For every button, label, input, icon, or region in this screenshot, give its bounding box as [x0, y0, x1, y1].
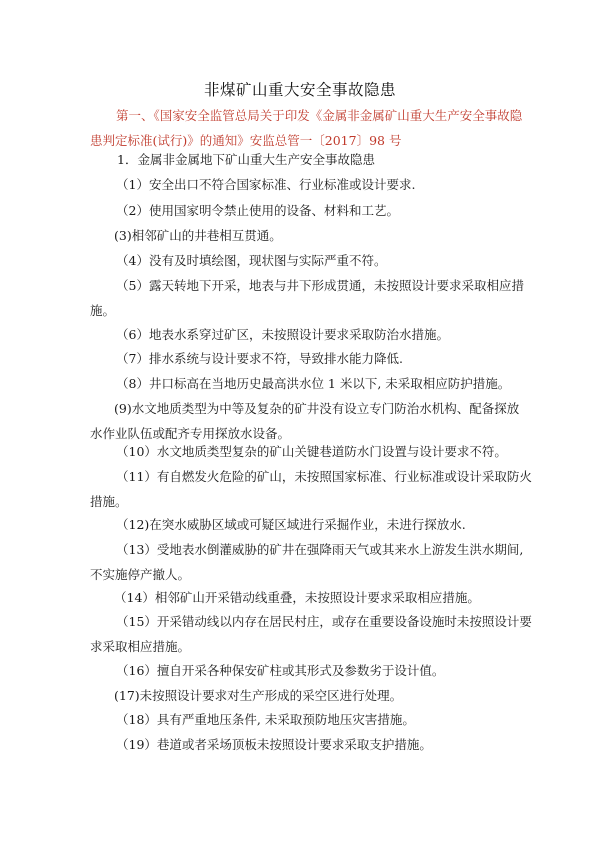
- list-item-text: （6）地表水系穿过矿区，未按照设计要求采取防治水措施。: [116, 327, 449, 342]
- list-item-text: （4）没有及时填绘图，现状图与实际严重不符。: [116, 253, 387, 268]
- list-item-text: （1）安全出口不符合国家标准、行业标准或设计要求.: [116, 177, 416, 192]
- list-item: [90, 658, 530, 683]
- list-item-text: （16）擅自开采各种保安矿柱或其形式及参数劣于设计值。: [116, 663, 445, 678]
- list-item-text: （15）开采错动线以内存在居民村庄，或存在重要设备设施时未按照设计要: [116, 614, 532, 629]
- list-item: [90, 585, 530, 610]
- list-item-text: （5）露天转地下开采，地表与井下形成贯通，未按照设计要求采取相应措: [116, 278, 524, 293]
- list-item-text: （14）相邻矿山开采错动线重叠，未按照设计要求采取相应措施。: [114, 590, 480, 605]
- list-item-text: 措施。: [90, 494, 128, 509]
- list-item: [90, 322, 530, 347]
- list-item-text: （10）水文地质类型复杂的矿山关键巷道防水门设置与设计要求不符。: [116, 444, 507, 459]
- list-item-text: （7）排水系统与设计要求不符，导致排水能力降低.: [116, 351, 403, 366]
- list-item-text: 求采取相应措施。: [90, 639, 191, 654]
- list-item: [90, 609, 530, 659]
- list-item: [90, 172, 530, 197]
- list-item: [90, 371, 530, 396]
- list-item-text: 水作业队伍或配齐专用探放水设备。: [90, 426, 291, 441]
- list-item: [90, 512, 530, 537]
- list-item-text: (17)未按照设计要求对生产形成的采空区进行处理。: [114, 688, 403, 703]
- list-item-text: 不实施停产撤人。: [90, 567, 191, 582]
- list-item-text: (3)相邻矿山的井巷相互贯通。: [114, 228, 282, 243]
- list-item: [90, 683, 530, 708]
- list-item-text: （12)在突水威胁区域或可疑区域进行采掘作业，未进行探放水.: [116, 517, 466, 532]
- list-item-text: （13）受地表水倒灌威胁的矿井在强降雨天气或其来水上游发生洪水期间,: [116, 542, 524, 557]
- notice-reference: [90, 103, 530, 153]
- list-item-text: (9)水文地质类型为中等及复杂的矿井没有设立专门防治水机构、配备探放: [114, 401, 520, 416]
- list-item: [90, 198, 530, 223]
- page-title: 非煤矿山重大安全事故隐患: [203, 81, 396, 99]
- list-item: [90, 248, 530, 273]
- list-item-text: 施。: [90, 303, 116, 318]
- list-item: [90, 346, 530, 371]
- section-heading: 1．金属非金属地下矿山重大生产安全事故隐患: [117, 152, 375, 167]
- list-item: [90, 732, 530, 757]
- list-item: [90, 537, 530, 587]
- list-item-text: （8）井口标高在当地历史最高洪水位 1 米以下, 未采取相应防护措施。: [116, 376, 511, 391]
- notice-line: 患判定标准(试行)》的通知》安监总管一〔2017〕98 号: [90, 133, 402, 148]
- list-item: [90, 464, 530, 514]
- notice-line: 第一、《国家安全监管总局关于印发《金属非金属矿山重大生产安全事故隐: [116, 108, 523, 123]
- list-item-text: （2）使用国家明令禁止使用的设备、材料和工艺。: [116, 203, 399, 218]
- list-item-text: （19）巷道或者采场顶板未按照设计要求采取支护措施。: [116, 737, 432, 752]
- list-item: [90, 273, 530, 323]
- list-item: [90, 707, 530, 732]
- list-item-text: （18）具有严重地压条件, 未采取预防地压灾害措施。: [116, 712, 415, 727]
- list-item-text: （11）有自燃发火危险的矿山，未按照国家标准、行业标准或设计采取防火: [116, 469, 532, 484]
- list-item: [90, 223, 530, 248]
- list-item: [90, 439, 530, 464]
